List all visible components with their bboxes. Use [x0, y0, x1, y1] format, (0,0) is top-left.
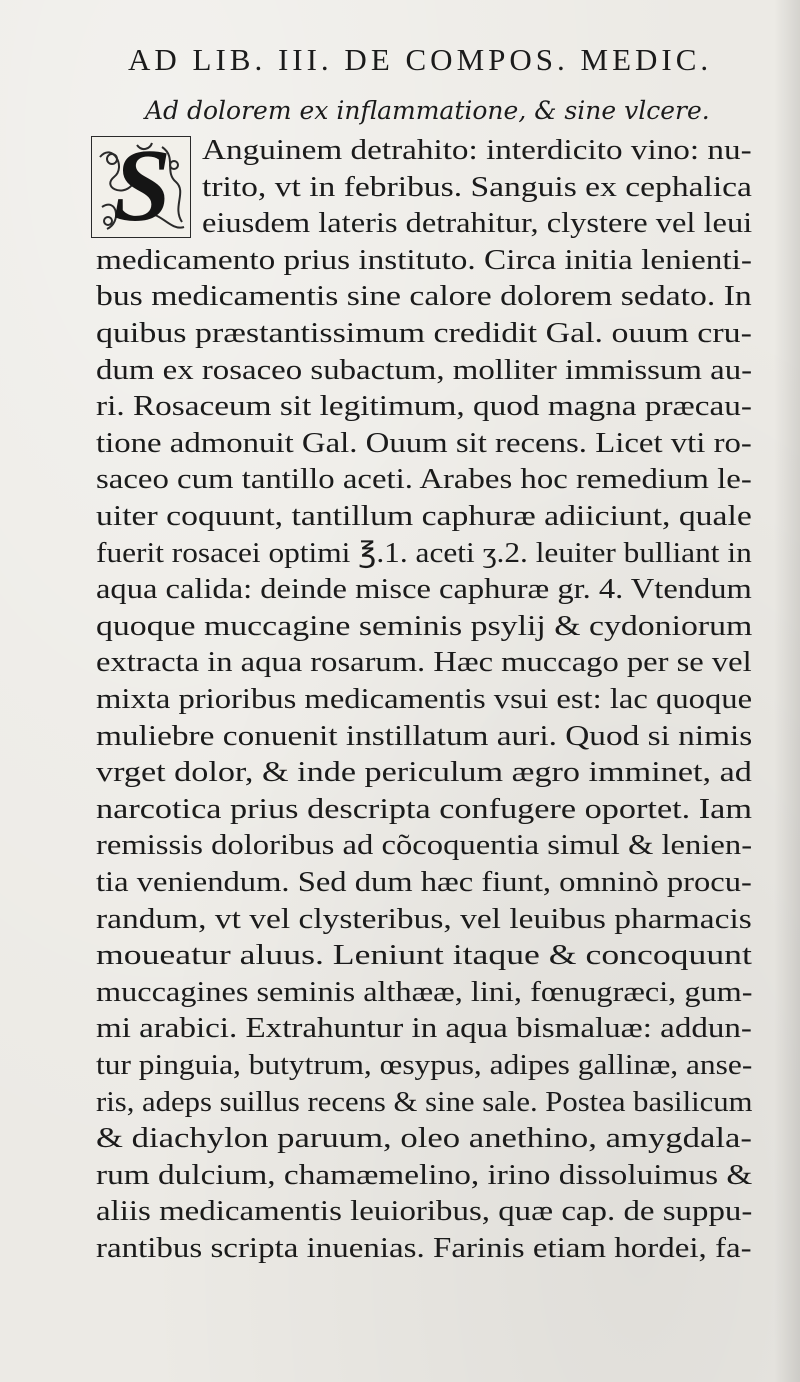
- text-line: extracta in aqua rosarum. Hæc muccago per se vel: [96, 647, 752, 679]
- page-edge-shadow: [774, 0, 800, 1382]
- text-line: muccagines seminis althææ, lini, fœnugræci, gum-: [96, 976, 753, 1008]
- text-line: muliebre conuenit instillatum auri. Quod si nimis: [96, 720, 753, 752]
- text-line: quoque muccagine seminis psylij & cydoniorum: [96, 610, 753, 642]
- text-line: uiter coquunt, tantillum caphuræ adiiciunt, quale: [96, 501, 752, 532]
- text-line: remissis doloribus ad cõcoquentia simul & lenien-: [96, 830, 753, 862]
- text-line: rum dulcium, chamæmelino, irino dissoluimus &: [96, 1159, 753, 1191]
- text-line: mixta prioribus medicamentis vsui est: lac quoque: [96, 684, 753, 715]
- text-line: aqua calida: deinde misce caphuræ gr. 4. Vtendum: [96, 574, 752, 606]
- text-line: & diachylon paruum, oleo anethino, amygdala-: [96, 1123, 752, 1155]
- initial-letter: S: [113, 136, 171, 238]
- text-line: quibus præstantissimum credidit Gal. ouum cru-: [96, 318, 752, 349]
- text-line: tione admonuit Gal. Ouum sit recens. Licet vti ro-: [96, 427, 752, 459]
- text-line: tur pinguia, butytrum, œsypus, adipes gallinæ, anse-: [96, 1050, 753, 1081]
- text-line: eiusdem lateris detrahitur, clystere vel leui: [202, 208, 753, 240]
- text-line: ri. Rosaceum sit legitimum, quod magna præcau-: [96, 391, 752, 423]
- text-line: bus medicamentis sine calore dolorem sedato. In: [96, 281, 752, 313]
- running-head: AD LIB. III. DE COMPOS. MEDIC.: [128, 42, 713, 77]
- text-line: vrget dolor, & inde periculum ægro imminet, ad: [96, 757, 752, 789]
- decorated-initial: [91, 136, 191, 238]
- text-line: randum, vt vel clysteribus, vel leuibus pharmacis: [96, 903, 752, 935]
- text-line: Anguinem detrahito: interdicito vino: nu-: [202, 135, 752, 166]
- section-subtitle: Ad dolorem ex inflammatione, & sine vlcere.: [145, 96, 710, 125]
- text-line: dum ex rosaceo subactum, molliter immissum au-: [96, 354, 753, 386]
- text-line: saceo cum tantillo aceti. Arabes hoc remedium le-: [96, 464, 752, 496]
- text-line: ris, adeps suillus recens & sine sale. Postea basilicum: [96, 1086, 753, 1118]
- text-line: mi arabici. Extrahuntur in aqua bismaluæ: addun-: [96, 1013, 752, 1045]
- text-line: medicamento prius instituto. Circa initia lenienti-: [96, 244, 752, 276]
- text-line: trito, vt in febribus. Sanguis ex cephalica: [202, 171, 752, 203]
- text-line: rantibus scripta inuenias. Farinis etiam hordei, fa-: [96, 1233, 752, 1264]
- text-line: moueatur aluus. Leniunt itaque & concoquunt: [96, 940, 752, 972]
- text-line: aliis medicamentis leuioribus, quæ cap. de suppu-: [96, 1196, 753, 1228]
- text-line: fuerit rosacei optimi ℥.1. aceti ʒ.2. leuiter bulliant in: [96, 537, 752, 569]
- text-line: narcotica prius descripta confugere oportet. Iam: [96, 793, 753, 825]
- text-line: tia veniendum. Sed dum hæc fiunt, omninò procu-: [96, 867, 752, 898]
